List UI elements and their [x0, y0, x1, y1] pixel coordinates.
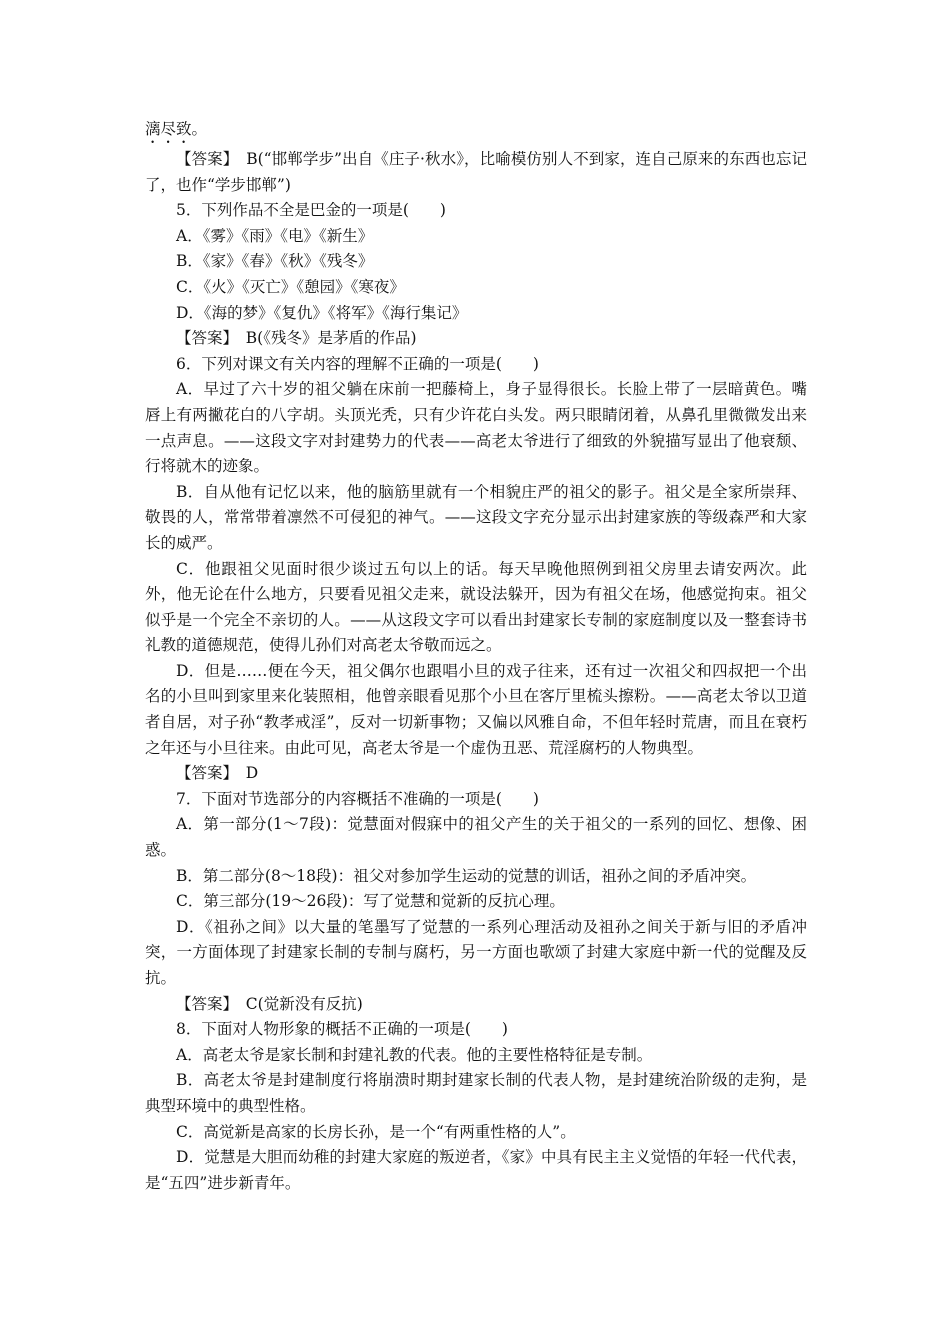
q6-option-a: A．早过了六十岁的祖父躺在床前一把藤椅上，身子显得很长。长脸上带了一层暗黄色。嘴唇上有两撇花白的八字胡。头顶光秃，只有少许花白头发。两只眼睛闭着，从鼻孔里微微发出来一点声息。——这段文字对封建势力的代表——高老太爷进行了细致的外貌描写显出了他衰颓、行将就木的迹象。: [145, 380, 807, 476]
q5-option-b: B．《家》《春》《秋》《残冬》: [176, 252, 374, 271]
answer-label: 【答案】: [176, 764, 231, 783]
answer-label: 【答案】: [176, 994, 231, 1013]
q8-option-a: A．高老太爷是家长制和封建礼教的代表。他的主要性格特征是专制。: [176, 1045, 653, 1064]
document-body: [145, 117, 807, 1196]
q6-option-d: D．但是……便在今天，祖父偶尔也跟唱小旦的戏子往来，还有过一次祖父和四叔把一个出名的小旦叫到家里来化装照相，他曾亲眼看见那个小旦在客厅里梳头擦粉。——高老太爷以卫道者自居，对子孙“教孝戒淫”，反对一切新事物；又偏以风雅自命，不但年轻时荒唐，而且在衰朽之年还与小旦往来。由此可见，高老太爷是一个虚伪丑恶、荒淫腐朽的人物典型。: [145, 661, 807, 757]
q6-option-b: B．自从他有记忆以来，他的脑筋里就有一个相貌庄严的祖父的影子。祖父是全家所崇拜、敬畏的人，常常带着凛然不可侵犯的神气。——这段文字充分显示出封建家族的等级森严和大家长的威严。: [145, 482, 807, 552]
intro-line: 漓尽致。: [145, 120, 208, 138]
q7-answer: [145, 992, 807, 1018]
q7-option-d: D．《祖孙之间》以大量的笔墨写了觉慧的一系列心理活动及祖孙之间关于新与旧的矛盾冲突，一方面体现了封建家长制的专制与腐朽，另一方面也歌颂了封建大家庭中新一代的觉醒及反抗。: [145, 917, 807, 987]
answer-text: D: [245, 764, 259, 783]
q5-question: 5．下列作品不全是巴金的一项是( ): [176, 201, 446, 220]
q6-question: 6．下列对课文有关内容的理解不正确的一项是( ): [176, 354, 539, 373]
answer-label: 【答案】: [176, 329, 231, 348]
q6-answer: [145, 761, 807, 787]
emphasized-text: 漓尽致: [145, 120, 192, 138]
answer-text: B(《残冬》是茅盾的作品): [245, 329, 417, 348]
q6-option-c: C．他跟祖父见面时很少谈过五句以上的话。每天早晚他照例到祖父房里去请安两次。此外，他无论在什么地方，只要看见祖父走来，就设法躲开，因为有祖父在场，他感觉拘束。祖父似乎是一个完全不亲切的人。——从这段文字可以看出封建家长专制的家庭制度以及一整套诗书礼教的道德规范，使得儿孙们对高老太爷敬而远之。: [145, 559, 807, 655]
q7-option-b: B．第二部分(8～18段)：祖父对参加学生运动的觉慧的训话，祖孙之间的矛盾冲突。: [176, 866, 757, 885]
q5-answer: [145, 326, 807, 352]
answer-text: C(觉新没有反抗): [245, 994, 363, 1013]
q7-option-a: A．第一部分(1～7段)：觉慧面对假寐中的祖父产生的关于祖父的一系列的回忆、想像、困惑。: [145, 815, 807, 860]
q5-option-c: C．《火》《灭亡》《憩园》《寒夜》: [176, 277, 405, 296]
answer-text: B(“邯郸学步”出自《庄子·秋水》，比喻模仿别人不到家，连自己原来的东西也忘记了，也作“学步邯郸”): [145, 150, 807, 194]
q8-question: 8．下面对人物形象的概括不正确的一项是( ): [176, 1020, 508, 1039]
q8-option-b: B．高老太爷是封建制度行将崩溃时期封建家长制的代表人物，是封建统治阶级的走狗，是典型环境中的典型性格。: [145, 1071, 807, 1115]
q7-question: 7．下面对节选部分的内容概括不准确的一项是( ): [176, 789, 539, 808]
q8-option-c: C．高觉新是高家的长房长孙，是一个“有两重性格的人”。: [176, 1122, 576, 1141]
q8-option-d: D．觉慧是大胆而幼稚的封建大家庭的叛逆者，《家》中具有民主主义觉悟的年轻一代代表，是“五四”进步新青年。: [145, 1148, 807, 1192]
q5-option-a: A．《雾》《雨》《电》《新生》: [176, 226, 374, 245]
q7-option-c: C．第三部分(19～26段)：写了觉慧和觉新的反抗心理。: [176, 892, 565, 911]
q4-answer: [145, 147, 807, 198]
answer-label: 【答案】: [176, 150, 231, 168]
q5-option-d: D．《海的梦》《复仇》《将军》《海行集记》: [176, 303, 468, 322]
